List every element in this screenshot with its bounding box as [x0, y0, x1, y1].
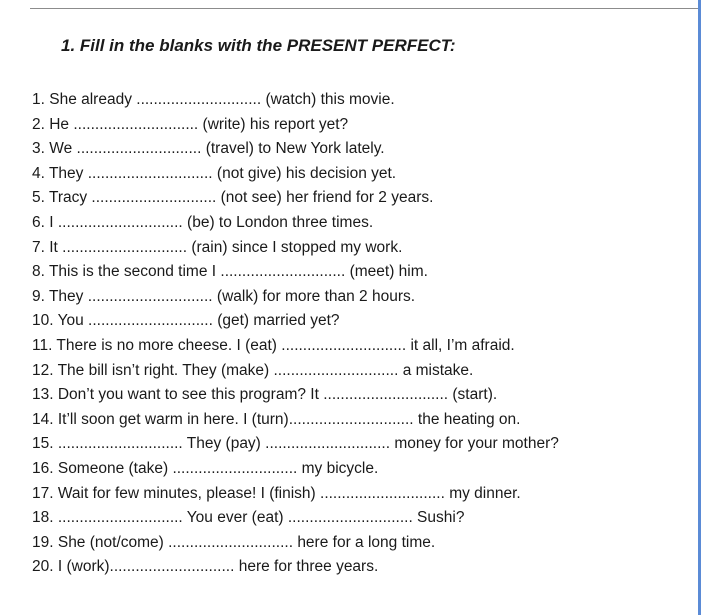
exercise-item-7: 7. It ............................. (rain) since I stopped my work.: [32, 238, 403, 256]
exercise-item-6: 6. I ............................. (be) to London three times.: [32, 213, 374, 231]
exercise-item-14: 14. It’ll soon get warm in here. I (turn)............................. the heating on.: [32, 410, 521, 428]
exercise-item-3: 3. We ............................. (travel) to New York lately.: [32, 140, 385, 158]
exercise-item-13: 13. Don’t you want to see this program? It ............................. (start).: [32, 386, 498, 404]
exercise-item-17: 17. Wait for few minutes, please! I (finish) ............................. my dinner.: [32, 484, 521, 502]
exercise-item-20: 20. I (work)............................. here for three years.: [32, 558, 379, 576]
exercise-list: [32, 88, 559, 580]
exercise-item-9: 9. They ............................. (walk) for more than 2 hours.: [32, 287, 416, 305]
exercise-item-1: 1. She already ............................. (watch) this movie.: [32, 91, 395, 108]
exercise-item-8: 8. This is the second time I ............................. (meet) him.: [32, 263, 428, 281]
exercise-item-16: 16. Someone (take) ............................. my bicycle.: [32, 459, 379, 477]
exercise-item-2: 2. He ............................. (write) his report yet?: [32, 115, 349, 133]
exercise-item-18: 18. ............................. You ever (eat) ............................. Sushi?: [32, 509, 465, 527]
exercise-item-19: 19. She (not/come) ............................. here for a long time.: [32, 533, 436, 551]
exercise-item-5: 5. Tracy ............................. (not see) her friend for 2 years.: [32, 189, 434, 207]
exercise-heading: 1. Fill in the blanks with the PRESENT PERFECT:: [61, 36, 456, 55]
exercise-item-12: 12. The bill isn’t right. They (make) ............................. a mistake.: [32, 361, 474, 379]
exercise-item-15: 15. ............................. They (pay) ............................. money for your mother?: [32, 435, 559, 453]
exercise-item-4: 4. They ............................. (not give) his decision yet.: [32, 164, 397, 182]
exercise-item-11: 11. There is no more cheese. I (eat) ............................. it all, I’m afraid.: [32, 336, 515, 354]
exercise-item-10: 10. You ............................. (get) married yet?: [32, 312, 340, 330]
top-divider: [30, 8, 698, 9]
